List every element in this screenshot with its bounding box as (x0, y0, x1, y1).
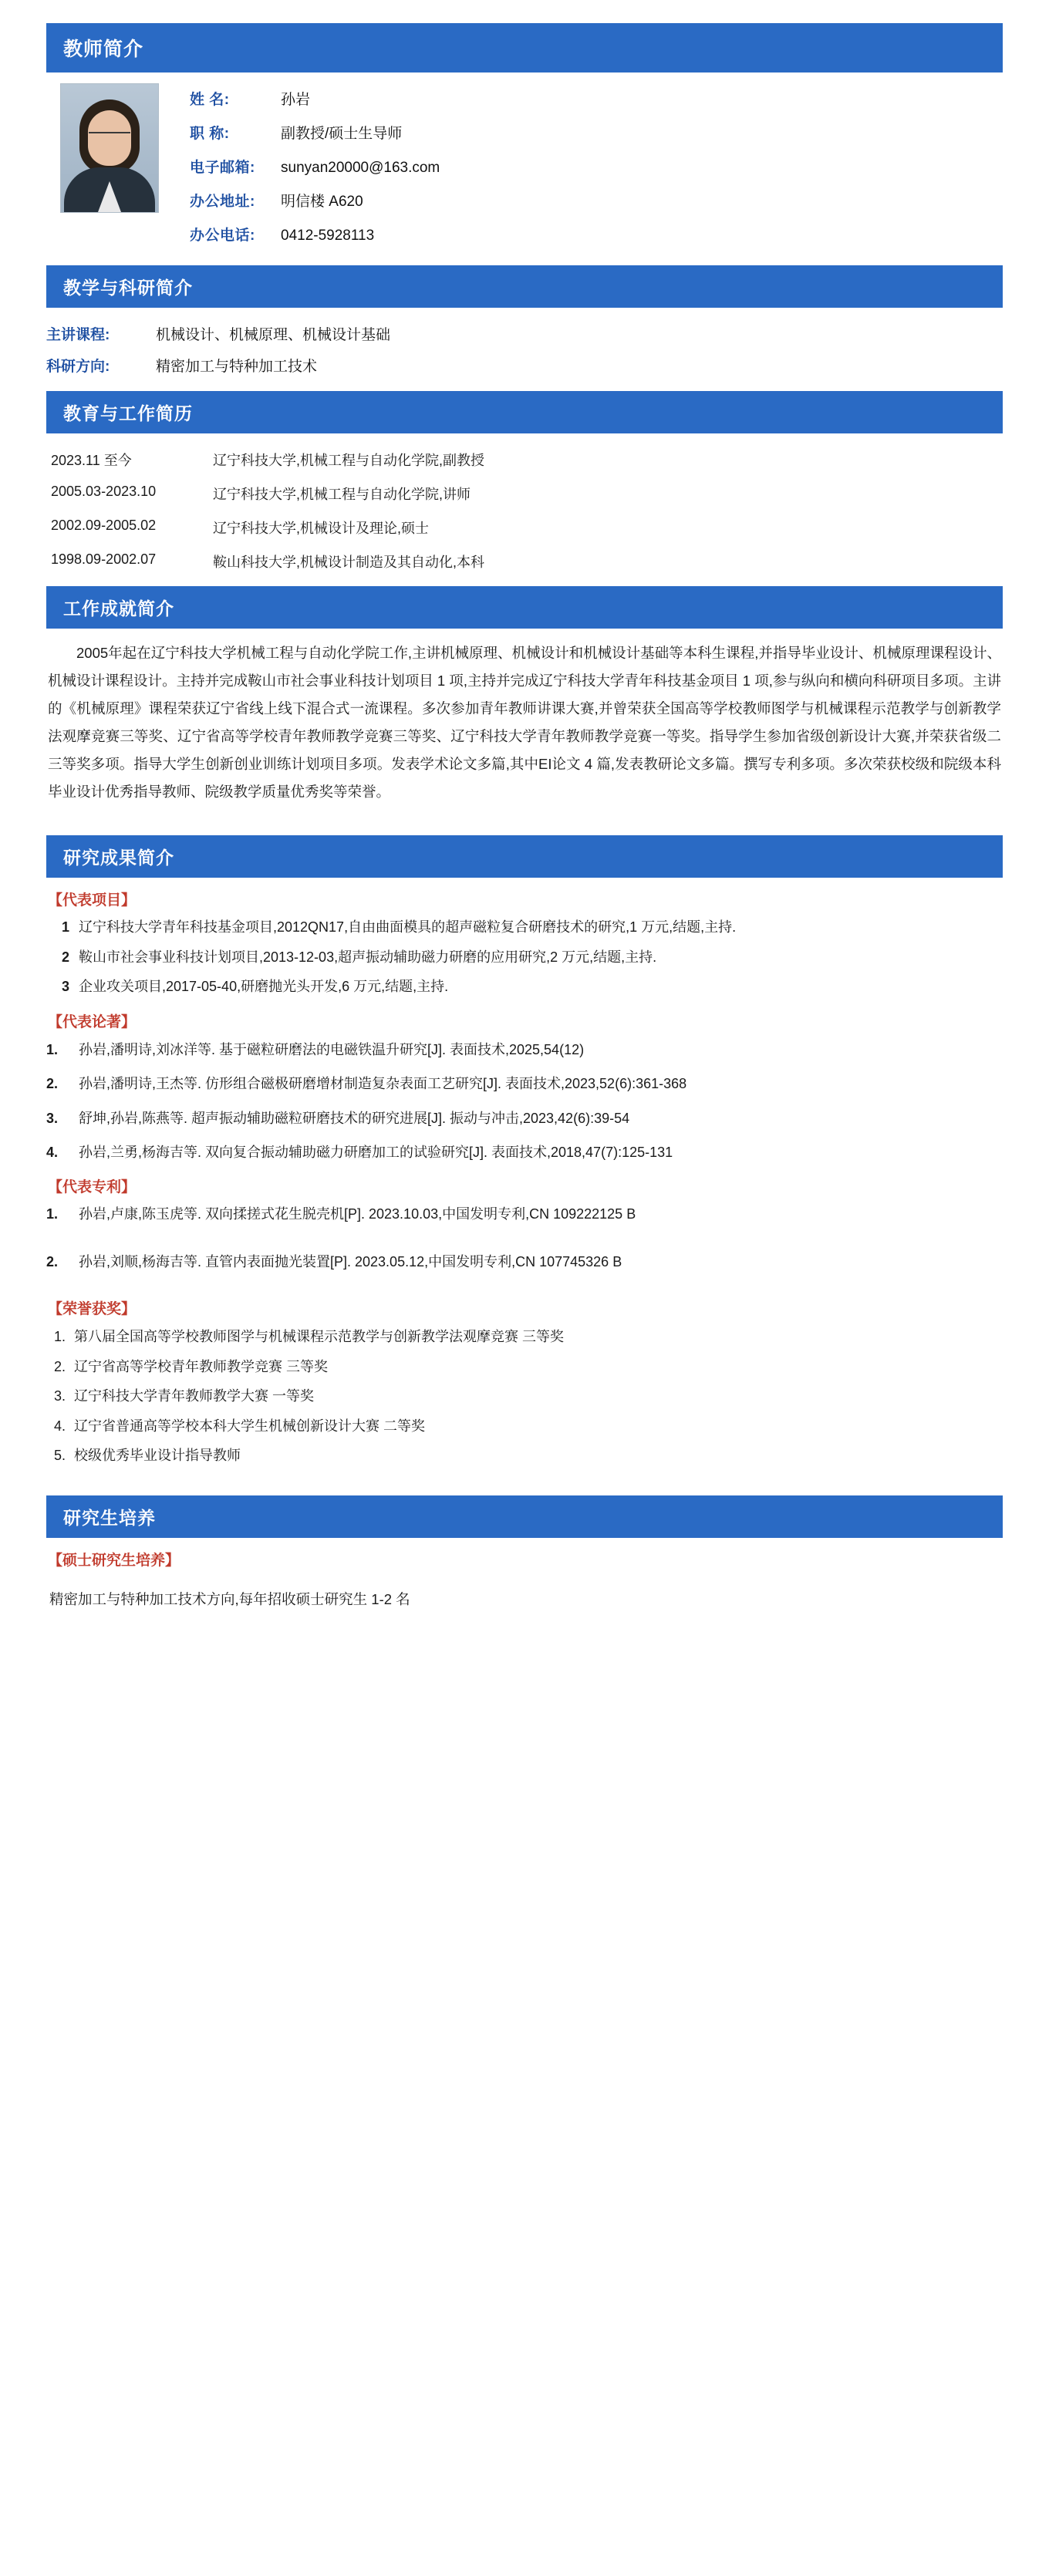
education-desc: 辽宁科技大学,机械设计及理论,硕士 (213, 521, 430, 536)
paper-text: 孙岩,潘明诗,王杰等. 仿形组合磁极研磨增材制造复杂表面工艺研究[J]. 表面技术,2023,52(6):361-368 (79, 1076, 687, 1092)
patent-number: 2. (46, 1253, 59, 1269)
project-number: 2 (61, 949, 69, 965)
honor-text: 第八届全国高等学校教师图学与机械课程示范教学与创新教学法观摩竞赛 三等奖 (74, 1329, 564, 1345)
patent-text: 孙岩,刘顺,杨海吉等. 直管内表面抛光装置[P]. 2023.05.12,中国发明专利,CN 107745326 B (79, 1253, 622, 1269)
profile-label-phone: 办公电话: (190, 228, 255, 244)
section-header-grad: 研究生培养 (46, 1495, 1003, 1538)
paper-number: 1. (46, 1041, 59, 1057)
list-item (46, 1443, 1003, 1468)
list-item (46, 1140, 1003, 1165)
profile-row-name (190, 88, 1003, 109)
education-desc: 鞍山科技大学,机械设计制造及其自动化,本科 (213, 555, 484, 570)
honor-text: 辽宁科技大学青年教师教学大赛 一等奖 (74, 1388, 314, 1404)
list-item (46, 1324, 1003, 1349)
teaching-row-direction (46, 355, 1003, 376)
profile-row-email (190, 156, 1003, 177)
profile-label-office: 办公地址: (190, 194, 255, 210)
project-text: 企业攻关项目,2017-05-40,研磨抛光头开发,6 万元,结题,主持. (79, 979, 449, 995)
honor-number: 3. (54, 1388, 66, 1404)
subheading-grad: 【硕士研究生培养】 (48, 1553, 180, 1570)
profile-row-title (190, 122, 1003, 143)
education-date: 2023.11 至今 (51, 453, 132, 468)
subheading-honors: 【荣誉获奖】 (48, 1301, 137, 1318)
profile-value-name: 孙岩 (281, 92, 311, 108)
education-desc: 辽宁科技大学,机械工程与自动化学院,副教授 (213, 453, 484, 468)
teaching-label-direction: 科研方向: (46, 359, 110, 375)
project-text: 辽宁科技大学青年科技基金项目,2012QN17,自由曲面模具的超声磁粒复合研磨技术的研究,1 万元,结题,主持. (79, 919, 737, 936)
list-item (46, 1414, 1003, 1438)
honor-number: 5. (54, 1448, 66, 1463)
avatar-wrapper (60, 83, 159, 213)
teaching-value-direction: 精密加工与特种加工技术 (156, 359, 318, 375)
paper-text: 孙岩,潘明诗,刘冰洋等. 基于磁粒研磨法的电磁铁温升研究[J]. 表面技术,2025,54(12) (79, 1041, 585, 1057)
grad-text: 精密加工与特种加工技术方向,每年招收硕士研究生 1-2 名 (49, 1591, 410, 1608)
profile-value-email[interactable]: sunyan20000@163.com (281, 160, 440, 176)
honor-text: 辽宁省普通高等学校本科大学生机械创新设计大赛 二等奖 (74, 1418, 425, 1434)
achievements-paragraph: 2005年起在辽宁科技大学机械工程与自动化学院工作,主讲机械原理、机械设计和机械设计基础等本科生课程,并指导毕业设计、机械原理课程设计、机械设计课程设计。主持并完成鞍山市社会事业科技计划项目 1 项,主持并完成辽宁科技大学青年科技基金项目 1 项,参与纵向和横向科研项目多项。主讲的《机械原理》课程荣获辽宁省线上线下混合式一流课程。多次参加青年教师讲课大赛,并曾荣获全国高等学校教师图学与机械课程示范教学与创新教学法观摩竞赛三等奖、辽宁省高等学校青年教师教学竞赛三等奖、辽宁科技大学青年教师教学竞赛一等奖。指导学生参加省级创新设计大赛,并荣获省级二三等奖多项。指导大学生创新创业训练计划项目多项。发表学术论文多篇,其中EI论文 4 篇,发表教研论文多篇。撰写专利多项。多次荣获校级和院级本科毕业设计优秀指导教师、院级教学质量优秀奖等荣誉。 (48, 645, 1001, 801)
teaching-label-courses: 主讲课程: (46, 327, 110, 343)
profile-label-name: 姓 名: (190, 92, 230, 108)
education-date: 2002.09-2005.02 (51, 518, 157, 533)
list-item (46, 1037, 1003, 1062)
list-item (46, 1106, 1003, 1131)
profile-value-title: 副教授/硕士生导师 (281, 126, 403, 142)
section-header-teaching: 教学与科研简介 (46, 265, 1003, 308)
project-text: 鞍山市社会事业科技计划项目,2013-12-03,超声振动辅助磁力研磨的应用研究,2 万元,结题,主持. (79, 949, 657, 965)
teaching-row-courses (46, 323, 1003, 344)
avatar-glasses (89, 132, 130, 143)
paper-text: 舒坤,孙岩,陈燕等. 超声振动辅助磁粒研磨技术的研究进展[J]. 振动与冲击,2023,42(6):39-54 (79, 1110, 630, 1126)
list-item (46, 1071, 1003, 1096)
subheading-patents: 【代表专利】 (48, 1179, 137, 1196)
honor-text: 辽宁省高等学校青年教师教学竞赛 三等奖 (74, 1358, 328, 1374)
paper-text: 孙岩,兰勇,杨海吉等. 双向复合振动辅助磁力研磨加工的试验研究[J]. 表面技术,2018,47(7):125-131 (79, 1145, 673, 1161)
profile-value-office: 明信楼 A620 (281, 194, 363, 210)
honor-number: 1. (54, 1329, 66, 1345)
list-item (46, 946, 1003, 970)
honors-list (46, 1324, 1003, 1468)
teaching-value-courses: 机械设计、机械原理、机械设计基础 (156, 327, 391, 343)
honor-number: 4. (54, 1418, 66, 1434)
avatar (60, 83, 159, 213)
table-row (46, 545, 1003, 578)
subheading-projects: 【代表项目】 (48, 892, 137, 909)
patent-text: 孙岩,卢康,陈玉虎等. 双向揉搓式花生脱壳机[P]. 2023.10.03,中国发明专利,CN 109222125 B (79, 1206, 636, 1222)
subheading-papers: 【代表论著】 (48, 1013, 137, 1030)
table-row (46, 511, 1003, 545)
honor-text: 校级优秀毕业设计指导教师 (74, 1448, 241, 1463)
list-item (46, 975, 1003, 1000)
profile-label-title: 职 称: (190, 126, 230, 142)
list-item (46, 1202, 1003, 1227)
education-desc: 辽宁科技大学,机械工程与自动化学院,讲师 (213, 487, 471, 502)
list-item (46, 915, 1003, 940)
list-item (46, 1250, 1003, 1275)
profile-info (190, 83, 1003, 258)
patents-list (46, 1202, 1003, 1274)
paper-number: 4. (46, 1145, 59, 1161)
table-row (46, 477, 1003, 511)
papers-list (46, 1037, 1003, 1165)
profile-row-office (190, 190, 1003, 211)
teaching-block (46, 308, 1003, 391)
paper-number: 3. (46, 1110, 59, 1126)
paper-number: 2. (46, 1076, 59, 1092)
profile-label-email: 电子邮箱: (190, 160, 255, 176)
list-item (46, 1384, 1003, 1408)
profile-block (46, 72, 1003, 265)
profile-row-phone (190, 224, 1003, 244)
honor-number: 2. (54, 1358, 66, 1374)
patent-number: 1. (46, 1206, 59, 1222)
table-row (46, 443, 1003, 477)
section-header-achievements: 工作成就简介 (46, 586, 1003, 629)
education-table (46, 433, 1003, 586)
section-header-education: 教育与工作简历 (46, 391, 1003, 433)
section-header-profile: 教师简介 (46, 23, 1003, 72)
project-number: 1 (61, 919, 69, 936)
project-number: 3 (61, 979, 69, 995)
section-header-research: 研究成果简介 (46, 835, 1003, 878)
education-date: 2005.03-2023.10 (51, 484, 157, 499)
education-date: 1998.09-2002.07 (51, 551, 157, 567)
list-item (46, 1354, 1003, 1379)
projects-list (46, 915, 1003, 1000)
profile-value-phone: 0412-5928113 (281, 228, 375, 244)
